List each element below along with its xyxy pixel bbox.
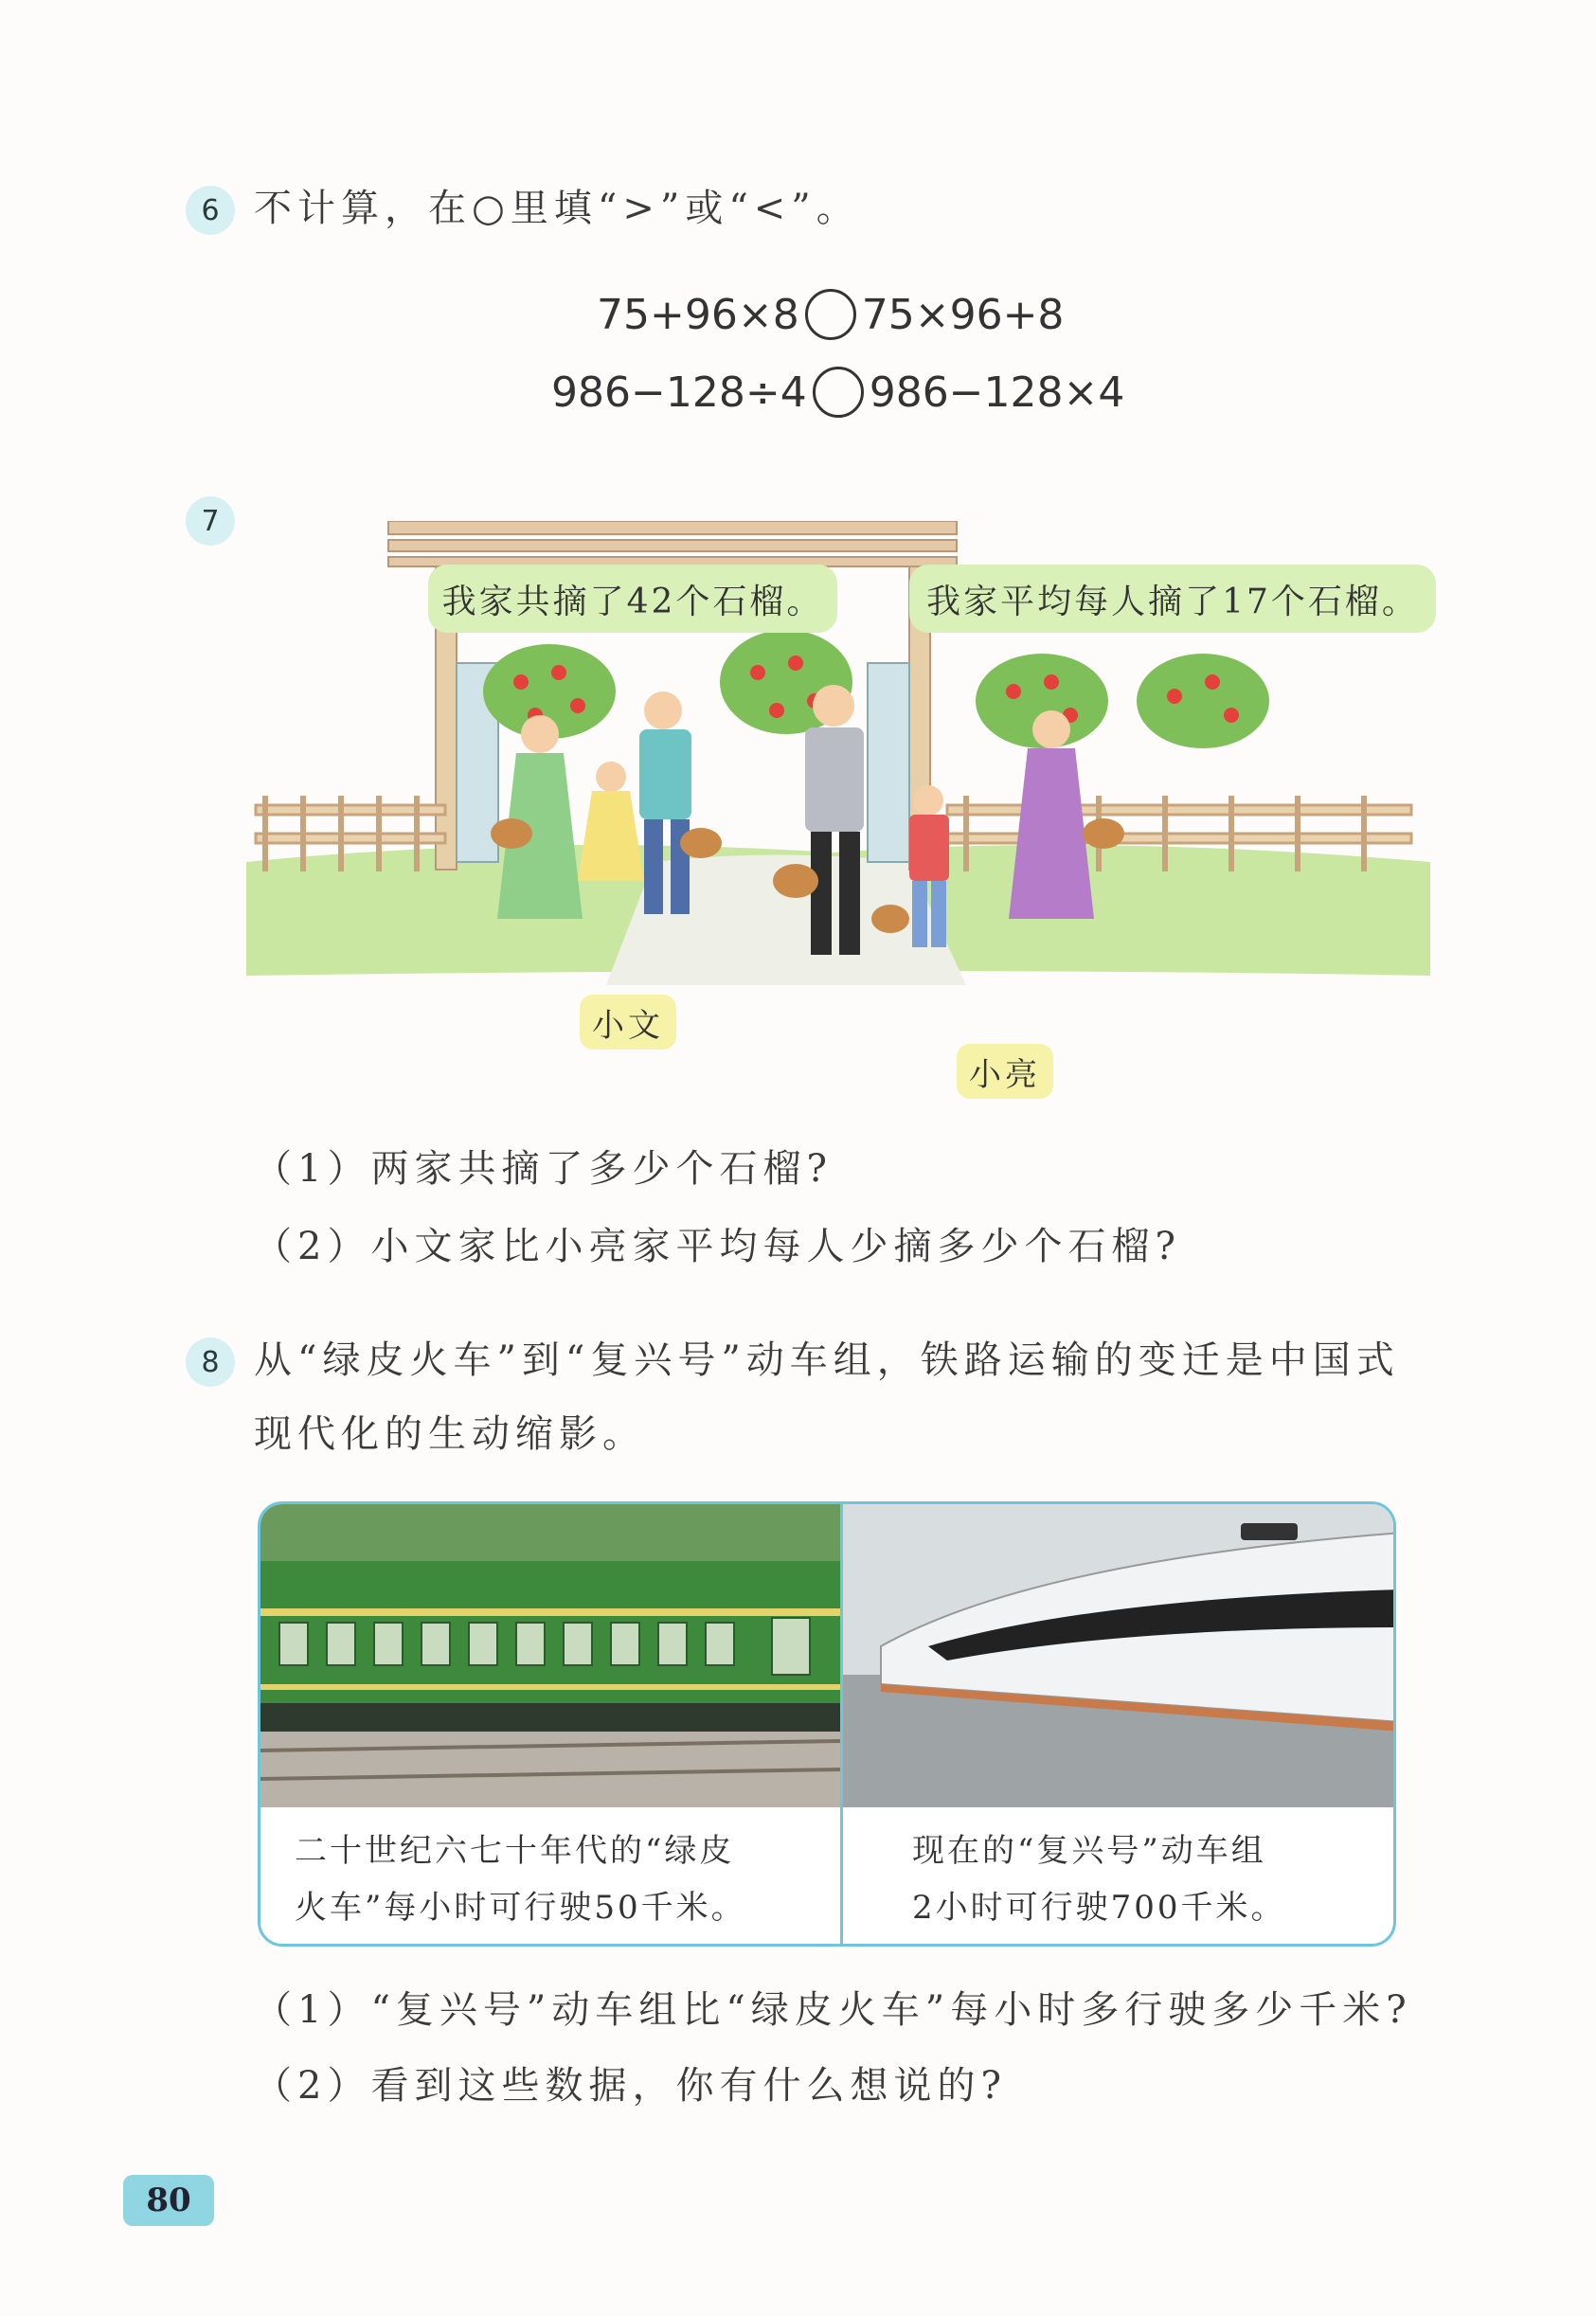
expr1-left: 75+96×8 xyxy=(597,290,799,339)
expr1-right: 75×96+8 xyxy=(861,290,1065,339)
green-train-caption xyxy=(295,1822,746,1936)
fence-right xyxy=(947,805,1411,843)
fuxing-train-caption xyxy=(912,1822,1286,1936)
speech-bubble-xiaowen-family: 我家共摘了42个石榴。 xyxy=(428,565,837,633)
train-comparison-box xyxy=(258,1501,1396,1947)
fuxing-train-photo xyxy=(843,1504,1396,1807)
expr2-right: 986−128×4 xyxy=(869,368,1125,417)
question-8-prompt-line-2: 现代化的生动缩影。 xyxy=(254,1412,646,1456)
green-train-caption-line-2: 火车”每小时可行驶50千米。 xyxy=(295,1889,746,1927)
gate-beam-top xyxy=(388,521,957,534)
expr2-left: 986−128÷4 xyxy=(551,368,807,417)
gate-beam-mid xyxy=(388,540,957,551)
fuxing-train-caption-line-1: 现在的“复兴号”动车组 xyxy=(912,1832,1266,1870)
answer-circle-1[interactable] xyxy=(805,289,856,340)
question-7-number: 7 xyxy=(186,496,235,546)
question-8-subquestion-1: （1）“复兴号”动车组比“绿皮火车”每小时多行驶多少千米? xyxy=(254,1988,1412,2032)
comparison-expression-1 xyxy=(597,286,1064,343)
page-number: 80 xyxy=(123,2175,214,2226)
question-6-number: 6 xyxy=(186,186,235,235)
speech-bubble-xiaoliang-family: 我家平均每人摘了17个石榴。 xyxy=(909,565,1436,633)
question-8-prompt-line-1: 从“绿皮火车”到“复兴号”动车组，铁路运输的变迁是中国式 xyxy=(254,1338,1400,1382)
question-8-subquestion-2: （2）看到这些数据，你有什么想说的? xyxy=(254,2064,1007,2108)
pillar-right xyxy=(868,663,909,862)
question-7-subquestion-2: （2）小文家比小亮家平均每人少摘多少个石榴? xyxy=(254,1225,1181,1268)
question-7-subquestion-1: （1）两家共摘了多少个石榴? xyxy=(254,1147,833,1191)
answer-circle-2[interactable] xyxy=(813,367,864,418)
question-6-prompt: 不计算，在○里填“>”或“<”。 xyxy=(254,187,860,230)
green-train-photo xyxy=(260,1504,840,1807)
question-8-number: 8 xyxy=(186,1338,235,1387)
fuxing-train-caption-line-2: 2小时可行驶700千米。 xyxy=(912,1889,1286,1927)
comparison-expression-2 xyxy=(551,364,1124,421)
name-tag-xiaowen: 小文 xyxy=(580,995,676,1050)
name-tag-xiaoliang: 小亮 xyxy=(957,1044,1053,1099)
green-train-caption-line-1: 二十世纪六七十年代的“绿皮 xyxy=(295,1832,735,1870)
